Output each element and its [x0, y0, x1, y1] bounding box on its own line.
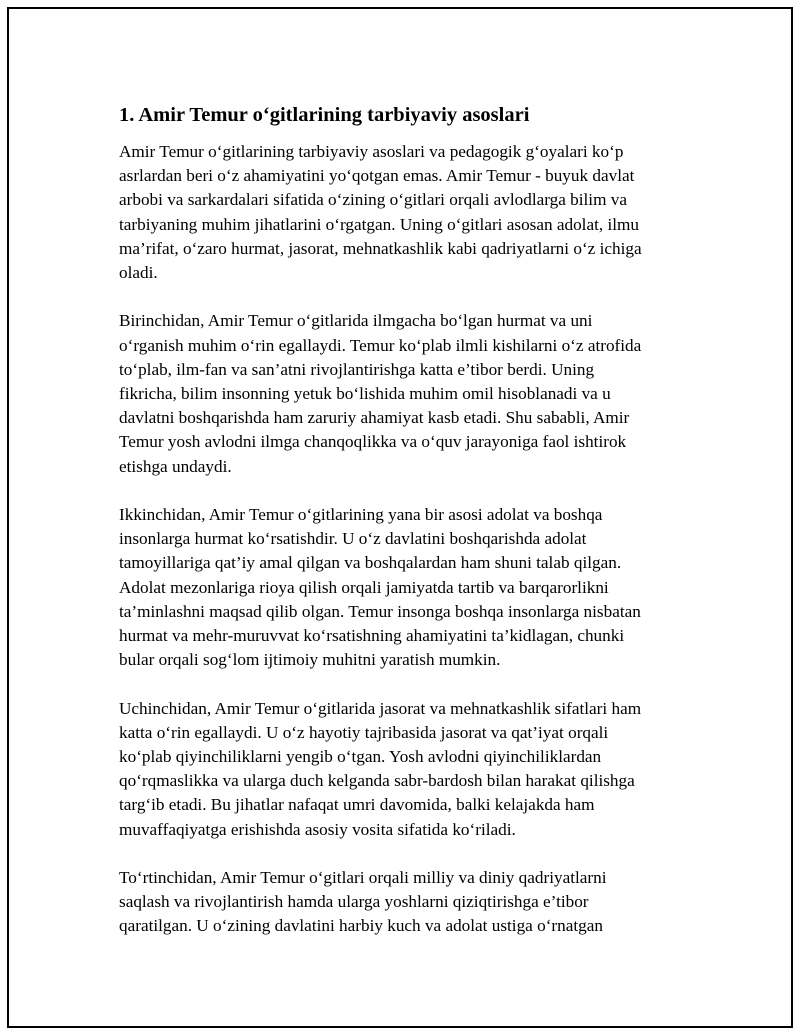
- section-title: 1. Amir Temur o‘gitlarining tarbiyaviy asoslari: [119, 104, 530, 126]
- paragraph-first: [119, 309, 709, 478]
- text-line: muvaffaqiyatga erishishda asosiy vosita sifatida ko‘riladi.: [119, 819, 516, 839]
- paragraph-third: [119, 697, 709, 842]
- text-line: to‘plab, ilm-fan va san’atni rivojlantirishga katta e’tibor berdi. Uning: [119, 359, 595, 379]
- text-line: targ‘ib etadi. Bu jihatlar nafaqat umri davomida, balki kelajakda ham: [119, 795, 595, 815]
- text-line: hurmat va mehr-muruvvat ko‘rsatishning ahamiyatini ta’kidlagan, chunki: [119, 626, 625, 646]
- text-line: qo‘rqmaslikka va ularga duch kelganda sabr-bardosh bilan harakat qilishga: [119, 771, 635, 791]
- text-line: Temur yosh avlodni ilmga chanqoqlikka va o‘quv jarayoniga faol ishtirok: [119, 432, 627, 452]
- text-line: insonlarga hurmat ko‘rsatishdir. U o‘z davlatini boshqarishda adolat: [119, 529, 587, 549]
- text-line: ma’rifat, o‘zaro hurmat, jasorat, mehnatkashlik kabi qadriyatlarni o‘z ichiga: [119, 238, 642, 258]
- paragraph-intro: [119, 140, 709, 285]
- text-line: arbobi va sarkardalari sifatida o‘zining o‘gitlari orqali avlodlarga bilim va: [119, 190, 627, 210]
- text-line: asrlardan beri o‘z ahamiyatini yo‘qotgan emas. Amir Temur - buyuk davlat: [119, 166, 635, 186]
- text-line: To‘rtinchidan, Amir Temur o‘gitlari orqali milliy va diniy qadriyatlarni: [119, 868, 607, 888]
- text-line: qaratilgan. U o‘zining davlatini harbiy kuch va adolat ustiga o‘rnatgan: [119, 916, 603, 936]
- text-line: tarbiyaning muhim jihatlarini o‘rgatgan. Uning o‘gitlari asosan adolat, ilmu: [119, 214, 639, 234]
- text-line: Ikkinchidan, Amir Temur o‘gitlarining yana bir asosi adolat va boshqa: [119, 505, 603, 525]
- text-line: Amir Temur o‘gitlarining tarbiyaviy asoslari va pedagogik g‘oyalari ko‘p: [119, 142, 624, 161]
- document-body: [119, 102, 709, 963]
- paragraph-fourth: [119, 866, 709, 939]
- text-line: davlatni boshqarishda ham zaruriy ahamiyat kasb etadi. Shu sababli, Amir: [119, 408, 630, 428]
- page-frame: [7, 7, 793, 1028]
- text-line: ko‘plab qiyinchiliklarni yengib o‘tgan. Yosh avlodni qiyinchiliklardan: [119, 747, 602, 767]
- text-line: Uchinchidan, Amir Temur o‘gitlarida jasorat va mehnatkashlik sifatlari ham: [119, 698, 642, 718]
- text-line: fikricha, bilim insonning yetuk bo‘lishida muhim omil hisoblanadi va u: [119, 384, 611, 404]
- text-line: saqlash va rivojlantirish hamda ularga yoshlarni qiziqtirishga e’tibor: [119, 892, 589, 912]
- text-line: katta o‘rin egallaydi. U o‘z hayotiy tajribasida jasorat va qat’iyat orqali: [119, 722, 609, 742]
- text-line: tamoyillariga qat’iy amal qilgan va boshqalardan ham shuni talab qilgan.: [119, 553, 622, 573]
- text-line: o‘rganish muhim o‘rin egallaydi. Temur ko‘plab ilmli kishilarni o‘z atrofida: [119, 335, 642, 355]
- text-line: bular orqali sog‘lom ijtimoiy muhitni yaratish mumkin.: [119, 650, 501, 670]
- text-line: oladi.: [119, 263, 158, 283]
- text-line: etishga undaydi.: [119, 456, 232, 476]
- text-line: ta’minlashni maqsad qilib olgan. Temur insonga boshqa insonlarga nisbatan: [119, 601, 641, 621]
- text-line: Birinchidan, Amir Temur o‘gitlarida ilmgacha bo‘lgan hurmat va uni: [119, 311, 593, 331]
- paragraph-second: [119, 503, 709, 672]
- text-line: Adolat mezonlariga rioya qilish orqali jamiyatda tartib va barqarorlikni: [119, 577, 609, 597]
